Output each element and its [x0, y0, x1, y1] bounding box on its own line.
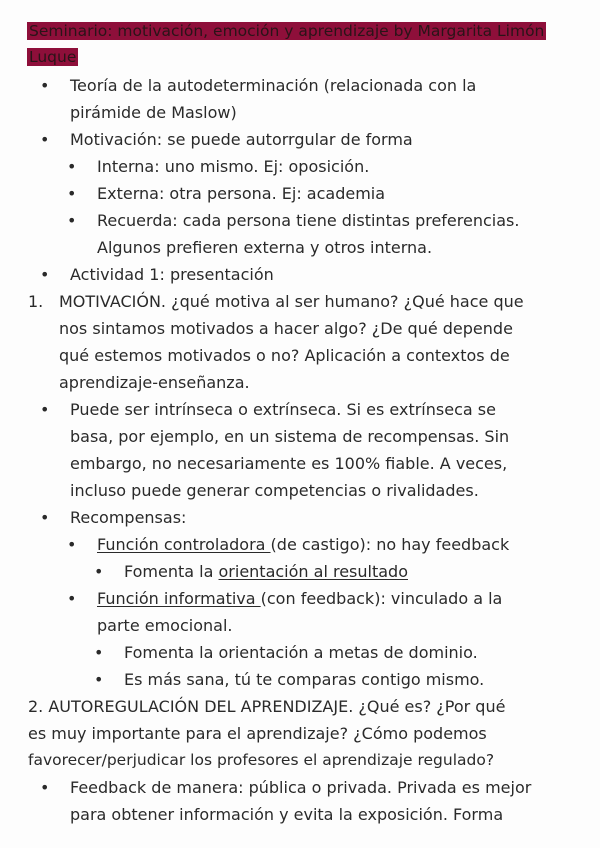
list-item-text: embargo, no necesariamente es 100% fiable. A veces,	[70, 454, 508, 473]
list-item-text: Motivación: se puede autorrgular de forma	[70, 130, 413, 149]
list-item-text: para obtener información y evita la exposición. Forma	[70, 805, 504, 824]
list-item-text: Interna: uno mismo. Ej: oposición.	[97, 157, 370, 176]
bullet-icon: •	[67, 589, 77, 608]
list-item-text: Actividad 1: presentación	[70, 265, 274, 284]
underlined-term: orientación al resultado	[218, 562, 408, 581]
list-item-text: Feedback de manera: pública o privada. Privada es mejor	[70, 778, 532, 797]
list-item-text	[97, 585, 502, 612]
list-item-text: parte emocional.	[97, 616, 233, 635]
section-heading: aprendizaje-enseñanza.	[59, 373, 250, 392]
section-heading: 2. AUTOREGULACIÓN DEL APRENDIZAJE. ¿Qué es? ¿Por qué	[28, 697, 506, 716]
list-item-text-rest: (con feedback): vinculado a la	[260, 589, 503, 608]
section-heading: favorecer/perjudicar los profesores el aprendizaje regulado?	[28, 751, 495, 769]
list-item-text-rest: (de castigo): no hay feedback	[270, 535, 510, 554]
section-heading: MOTIVACIÓN. ¿qué motiva al ser humano? ¿Qué hace que	[59, 292, 524, 311]
bullet-icon: •	[67, 184, 77, 203]
bullet-icon: •	[40, 400, 50, 419]
list-item-text: pirámide de Maslow)	[70, 103, 237, 122]
bullet-icon: •	[40, 76, 50, 95]
list-item-text: Recuerda: cada persona tiene distintas preferencias.	[97, 211, 520, 230]
list-item-text	[97, 531, 509, 558]
bullet-icon: •	[40, 265, 50, 284]
bullet-icon: •	[67, 211, 77, 230]
section-heading: es muy importante para el aprendizaje? ¿Cómo podemos	[28, 724, 487, 743]
bullet-icon: •	[40, 508, 50, 527]
list-item-text: Puede ser intrínseca o extrínseca. Si es extrínseca se	[70, 400, 496, 419]
bullet-icon: •	[94, 643, 104, 662]
list-number: 1.	[28, 292, 44, 311]
list-item-text: Algunos prefieren externa y otros interna.	[97, 238, 433, 257]
bullet-icon: •	[94, 562, 104, 581]
section-heading: nos sintamos motivados a hacer algo? ¿De qué depende	[59, 319, 513, 338]
list-item-text: Recompensas:	[70, 508, 187, 527]
list-item-text: Fomenta la orientación a metas de dominio.	[124, 643, 478, 662]
underlined-term: Función informativa	[97, 589, 261, 608]
underlined-term: Función controladora	[97, 535, 271, 554]
list-item-text	[124, 558, 408, 585]
bullet-icon: •	[40, 778, 50, 797]
bullet-icon: •	[67, 535, 77, 554]
section-heading: qué estemos motivados o no? Aplicación a contextos de	[59, 346, 510, 365]
bullet-icon: •	[40, 130, 50, 149]
bullet-icon: •	[94, 670, 104, 689]
title-block	[27, 18, 557, 70]
list-item-text: Teoría de la autodeterminación (relacionada con la	[70, 76, 477, 95]
list-item-text-pre: Fomenta la	[124, 562, 219, 581]
list-item-text: basa, por ejemplo, en un sistema de recompensas. Sin	[70, 427, 510, 446]
list-item-text: Es más sana, tú te comparas contigo mismo.	[124, 670, 485, 689]
document-title: Seminario: motivación, emoción y aprendizaje by Margarita Limón Luque	[29, 22, 545, 66]
list-item-text: incluso puede generar competencias o rivalidades.	[70, 481, 479, 500]
bullet-icon: •	[67, 157, 77, 176]
list-item-text: Externa: otra persona. Ej: academia	[97, 184, 386, 203]
